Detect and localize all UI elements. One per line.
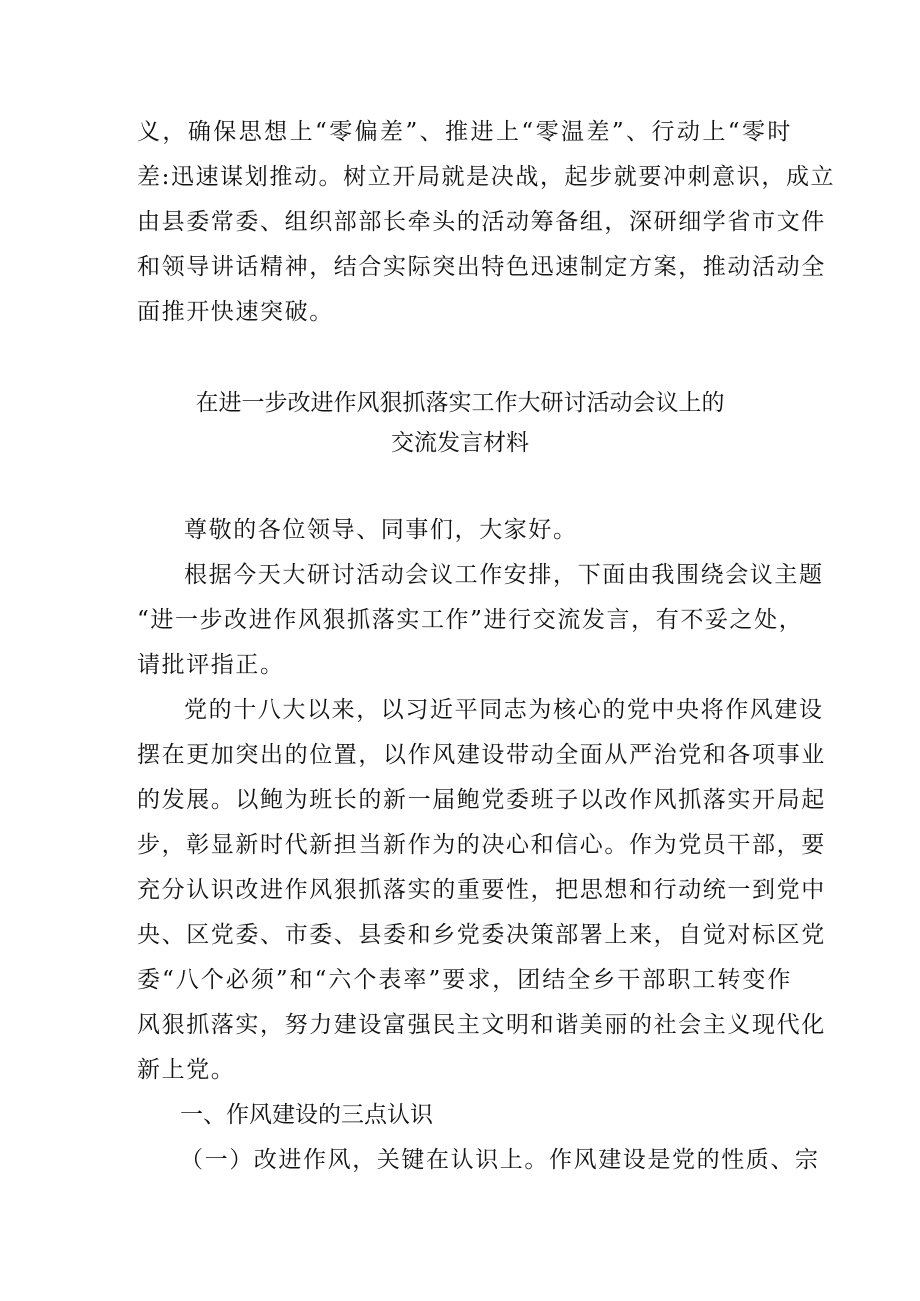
body-text-line: （一）改进作风，关键在认识上。作风建设是党的性质、宗 [180, 1147, 820, 1173]
body-text-line: 充分认识改进作风狠抓落实的重要性，把思想和行动统一到党中 [137, 877, 826, 903]
body-text-line: 摆在更加突出的位置，以作风建设带动全面从严治党和各项事业 [137, 742, 826, 768]
body-text-line: “进一步改进作风狠抓落实工作”进行交流发言，有不妥之处， [137, 607, 804, 633]
greeting: 尊敬的各位领导、同事们，大家好。 [184, 517, 578, 543]
body-text-line: 差:迅速谋划推动。树立开局就是决战，起步就要冲刺意识，成立 [137, 164, 836, 190]
article-title-line-2: 交流发言材料 [391, 430, 529, 456]
body-text-line: 义，确保思想上“零偏差”、推进上“零温差”、行动上“零时 [137, 119, 792, 145]
article-title-line-1: 在进一步改进作风狠抓落实工作大研讨活动会议上的 [195, 390, 725, 416]
body-text-line: 央、区党委、市委、县委和乡党委决策部署上来，自觉对标区党 [137, 922, 826, 948]
body-text-line: 请批评指正。 [137, 652, 285, 678]
body-text-line: 和领导讲话精神，结合实际突出特色迅速制定方案，推动活动全 [137, 254, 826, 280]
body-text-line: 委“八个必须”和“六个表率”要求，团结全乡干部职工转变作 [137, 967, 792, 993]
body-text-line: 党的十八大以来，以习近平同志为核心的党中央将作风建设 [184, 697, 824, 723]
body-text-line: 面推开快速突破。 [137, 299, 334, 325]
body-text-line: 根据今天大研讨活动会议工作安排，下面由我围绕会议主题 [184, 562, 824, 588]
body-text-line: 的发展。以鲍为班长的新一届鲍党委班子以改作风抓落实开局起 [137, 787, 826, 813]
section-heading: 一、作风建设的三点认识 [180, 1102, 433, 1128]
body-text-line: 由县委常委、组织部部长牵头的活动筹备组，深研细学省市文件 [137, 209, 826, 235]
body-text-line: 步，彰显新时代新担当新作为的决心和信心。作为党员干部，要 [137, 832, 826, 858]
body-text-line: 新上党。 [137, 1057, 236, 1083]
body-text-line: 风狠抓落实，努力建设富强民主文明和谐美丽的社会主义现代化 [137, 1012, 826, 1038]
